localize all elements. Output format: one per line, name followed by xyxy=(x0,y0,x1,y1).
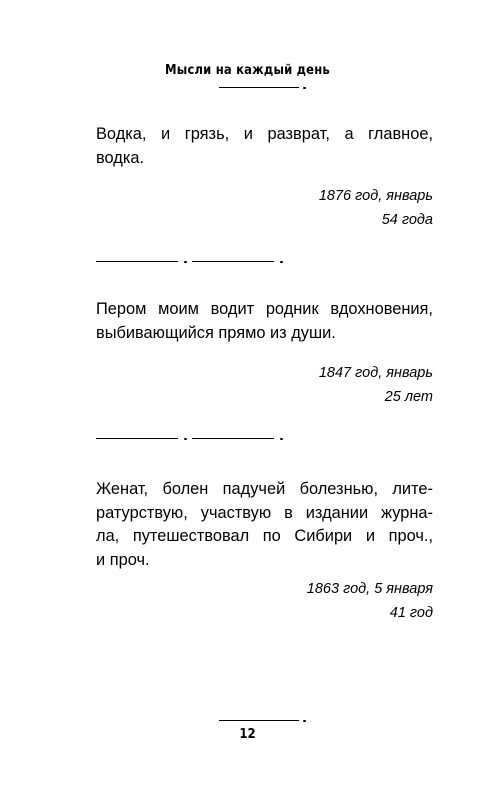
quote-attribution xyxy=(96,361,433,409)
quote-line: Пером моим водит родник вдохновения, xyxy=(96,300,433,318)
quote-attribution xyxy=(96,184,433,232)
quote-line: и проч. xyxy=(96,550,150,569)
author-age: 25 лет xyxy=(384,389,433,405)
quote-line: водка. xyxy=(96,148,145,167)
quote-line: ратурствую, участвую в издании журна- xyxy=(96,503,433,522)
author-age: 41 год xyxy=(389,605,433,621)
section-divider xyxy=(96,260,286,264)
quote-date: 1863 год, 5 января xyxy=(306,581,433,597)
quote-line: ла, путешествовал по Сибири и проч., xyxy=(96,527,433,545)
quote-line: выбивающийся прямо из души. xyxy=(96,323,336,342)
quote-date: 1847 год, январь xyxy=(318,365,433,381)
quote-line: Женат, болен падучей болезнью, лите- xyxy=(96,480,433,498)
quote-attribution xyxy=(96,577,433,625)
quote-text xyxy=(96,298,433,345)
header-ornament-rule xyxy=(219,86,309,90)
quote-line: Водка, и грязь, и разврат, а главное, xyxy=(96,125,433,143)
section-divider xyxy=(96,437,286,441)
author-age: 54 года xyxy=(381,212,433,228)
running-title: Мысли на каждый день xyxy=(165,62,330,78)
footer-ornament-rule xyxy=(219,719,309,723)
page-number: 12 xyxy=(239,727,256,742)
quote-text xyxy=(96,478,433,572)
quote-date: 1876 год, январь xyxy=(318,188,433,204)
quote-text xyxy=(96,123,433,170)
